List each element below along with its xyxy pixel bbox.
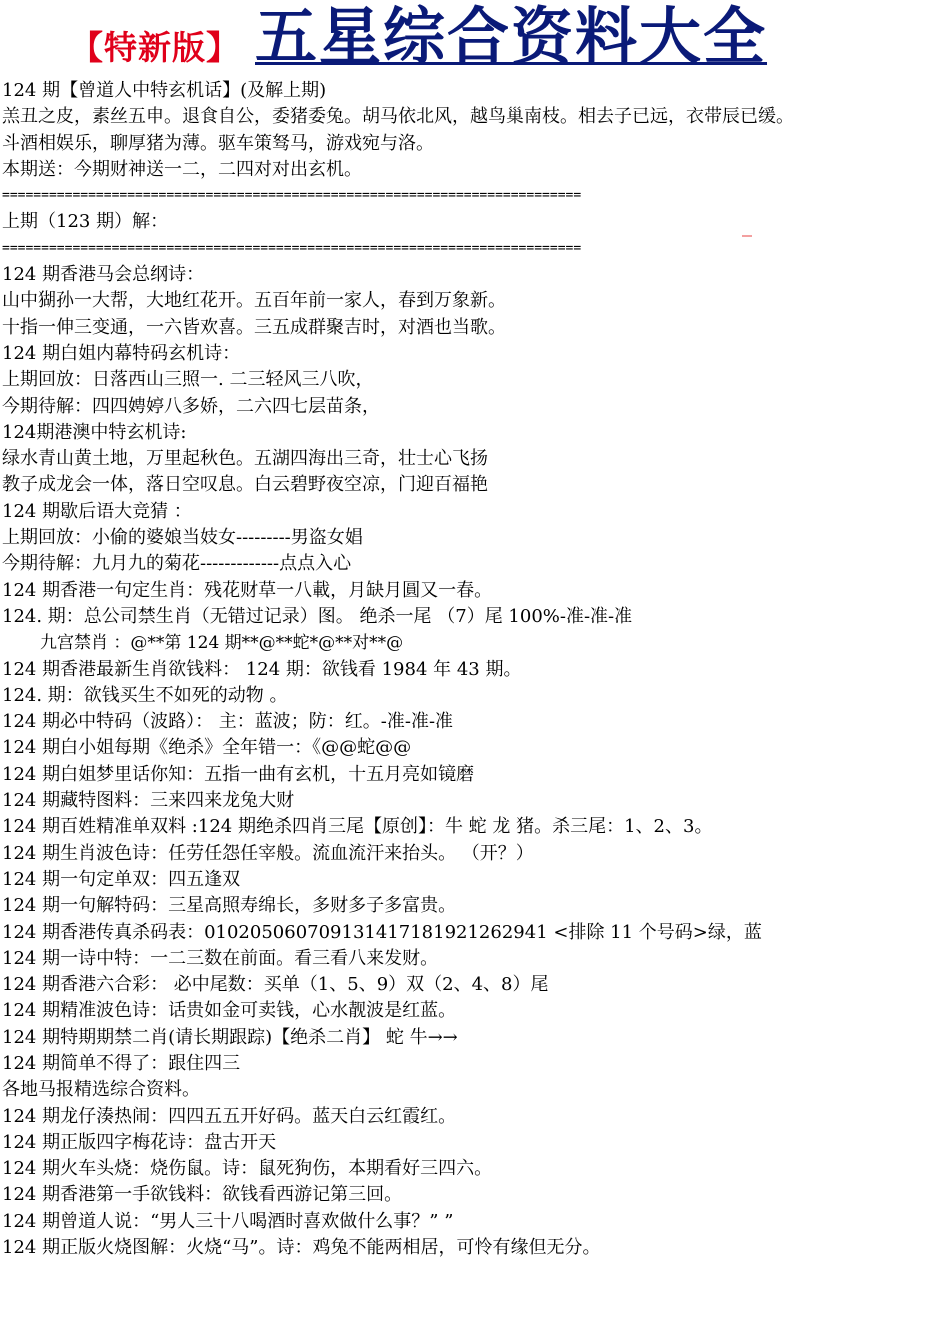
text-line: 124 期火车头烧：烧伤鼠。诗：鼠死狗伤，本期看好三四六。	[2, 1158, 493, 1180]
text-line: 124 期一句解特码：三星高照寿绵长，多财多子多富贵。	[2, 895, 457, 917]
text-line: 124 期简单不得了：跟住四三	[2, 1052, 241, 1074]
text-line: 124 期香港一句定生肖：残花财草一八載，月缺月圓又一春。	[2, 579, 493, 601]
text-line: 124 期【曾道人中特玄机话】(及解上期)	[2, 80, 327, 101]
separator-line: ==========================================================================	[2, 240, 582, 256]
text-line: 124 期香港马会总纲诗：	[2, 264, 205, 286]
text-line: 124 期必中特码（波路）： 主：蓝波；防：红。-准-准-准	[2, 711, 454, 733]
text-line: 124 期曾道人说：“男人三十八喝酒时喜欢做什么事？” ”	[2, 1210, 454, 1232]
text-line: 斗酒相娱乐，聊厚猪为薄。驱车策驽马，游戏宛与洛。	[2, 132, 434, 154]
text-line: 124 期白姐梦里话你知：五指一曲有玄机，十五月亮如镜磨	[2, 763, 475, 785]
text-line: 124 期藏特图料：三来四来龙兔大财	[2, 790, 295, 812]
text-line: 124. 期：欲钱买生不如死的动物 。	[2, 684, 288, 706]
text-line: 山中猢孙一大帮，大地红花开。五百年前一家人，春到万象新。	[2, 290, 506, 312]
text-line: 124 期正版火烧图解：火烧“马”。诗：鸡兔不能两相居，可怜有缘但无分。	[2, 1237, 601, 1259]
text-line: 教子成龙会一体，落日空叹息。白云碧野夜空凉，门迎百福艳	[2, 474, 488, 496]
decorative-mark	[742, 235, 752, 237]
text-line: 绿水青山黄土地，万里起秋色。五湖四海出三奇，壮士心飞扬	[2, 448, 488, 470]
document-body	[2, 78, 927, 1261]
edition-badge: 【特新版】	[70, 28, 240, 67]
text-line: 各地马报精选综合资料。	[2, 1079, 200, 1101]
text-line: 124期港澳中特玄机诗:	[2, 421, 187, 443]
text-line: 上期回放：小偷的婆娘当妓女---------男盗女娼	[2, 527, 363, 549]
page-header	[0, 0, 929, 80]
text-line: 124 期特期期禁二肖(请长期跟踪)【绝杀二肖】 蛇 牛→→	[2, 1026, 458, 1048]
separator-line: ==========================================================================	[2, 188, 582, 204]
text-line: 124 期一句定单双：四五逢双	[2, 868, 241, 890]
text-line: 九宫禁肖 ：@**第 124 期**@**蛇*@**对**@	[40, 633, 404, 654]
text-line: 今期待解：九月九的菊花-------------点点入心	[2, 553, 352, 575]
text-line: 124 期精准波色诗：话贵如金可卖钱，心水靓波是红蓝。	[2, 1000, 457, 1022]
text-line: 124 期歇后语大竞猜 ：	[2, 500, 192, 522]
text-line: 今期待解：四四娉婷八多娇，二六四七层苗条，	[2, 395, 380, 417]
text-line: 本期送：今期财神送一二，二四对对出玄机。	[2, 158, 362, 180]
text-line: 上期（123 期）解：	[2, 211, 169, 233]
text-line: 124 期香港传真杀码表：01020506070913141718192126294​1 <排除 11 个号码>绿，蓝	[2, 921, 762, 943]
text-line: 124 期正版四字梅花诗：盘古开天	[2, 1131, 277, 1153]
text-line: 124 期百姓精准单双料 :124 期绝杀四肖三尾【原创】：牛 蛇 龙 猪。杀三尾：1、2、3。	[2, 816, 713, 838]
text-line: 124 期香港最新生肖欲钱料： 124 期：欲钱看 1984 年 43 期。	[2, 658, 522, 680]
text-line: 上期回放：日落西山三照一. 二三轻风三八吹，	[2, 369, 374, 391]
text-line: 124 期白姐内幕特码玄机诗：	[2, 342, 241, 364]
text-line: 124 期生肖波色诗：任劳任怨任宰般。流血流汗来抬头。 （开？）	[2, 842, 534, 864]
text-line: 124. 期：总公司禁生肖（无错过记录）图。 绝杀一尾 （7）尾 100%-准-准-准	[2, 605, 633, 627]
text-line: 124 期龙仔湊热闹：四四五五开好码。蓝天白云红霞红。	[2, 1105, 457, 1127]
text-line: 124 期一诗中特：一二三数在前面。看三看八来发财。	[2, 947, 439, 969]
text-line: 124 期香港第一手欲钱料：欲钱看西游记第三回。	[2, 1184, 403, 1206]
page-title: 五星综合资料大全	[255, 0, 768, 73]
text-line: 124 期香港六合彩： 必中尾数：买单（1、5、9）双（2、4、8）尾	[2, 974, 549, 996]
text-line: 羔丑之皮，素丝五申。退食自公，委猪委兔。胡马依北风，越鸟巢南枝。相去子已远，衣带辰已缓。	[2, 106, 794, 128]
text-line: 124 期白小姐每期《绝杀》全年错一：《@@蛇@@	[2, 737, 412, 759]
text-line: 十指一伸三变通，一六皆欢喜。三五成群聚吉时，对酒也当歌。	[2, 316, 506, 338]
